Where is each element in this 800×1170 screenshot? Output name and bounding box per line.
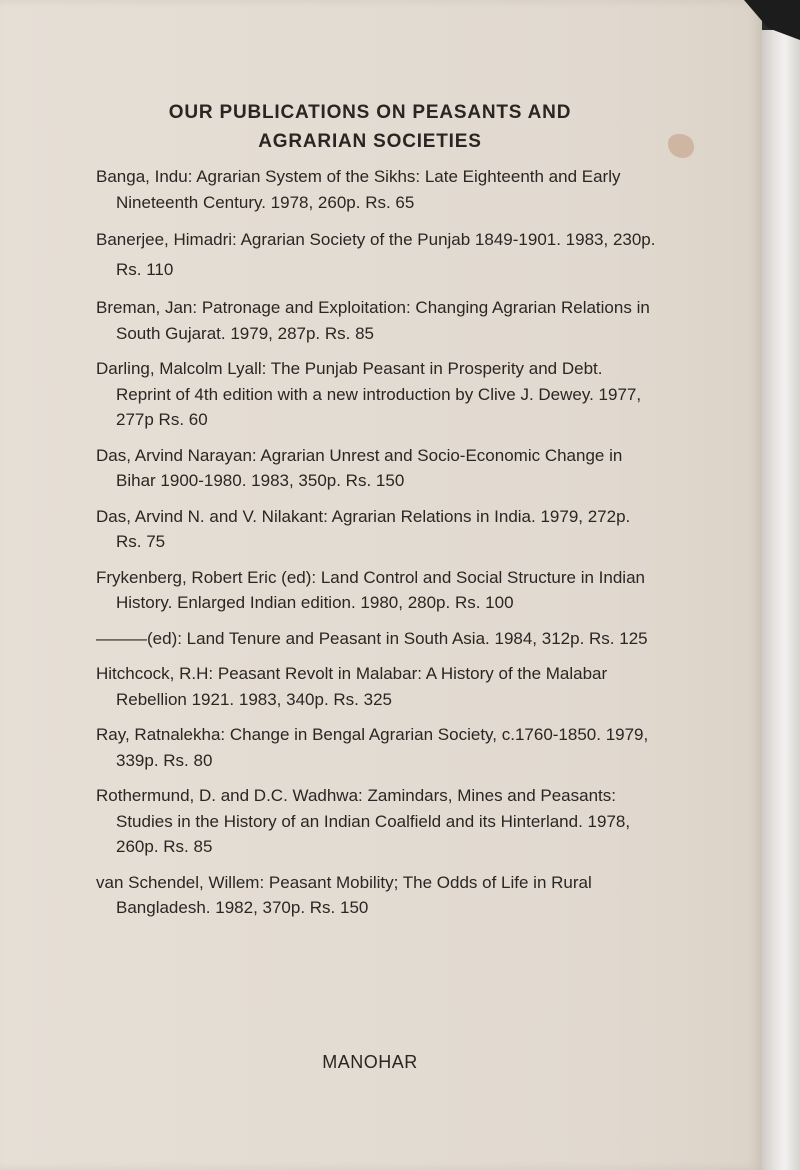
publisher-name: MANOHAR <box>322 1052 418 1072</box>
book-spine <box>762 30 800 1170</box>
publication-entry-banga: Banga, Indu: Agrarian System of the Sikhs: Late Eighteenth and Early Nineteenth Century. 1978, 260p. Rs. 65 <box>96 167 621 212</box>
publication-entry-hitchcock: Hitchcock, R.H: Peasant Revolt in Malabar: A History of the Malabar Rebellion 1921. 1983, 340p. Rs. 325 <box>96 664 608 709</box>
publication-list <box>96 164 656 931</box>
publication-entry-rothermund: Rothermund, D. and D.C. Wadhwa: Zamindars, Mines and Peasants: Studies in the History of an Indian Coalfield and its Hinterland. 1978, 260p. Rs. 85 <box>96 786 631 856</box>
publication-entry-van-schendel: van Schendel, Willem: Peasant Mobility; The Odds of Life in Rural Bangladesh. 1982, 370p. Rs. 150 <box>96 872 592 917</box>
title-line-2: AGRARIAN SOCIETIES <box>258 131 482 152</box>
publication-entry-banerjee: Banerjee, Himadri: Agrarian Society of the Punjab 1849-1901. 1983, 230p. Rs. 110 <box>96 230 656 279</box>
publication-entry-ray: Ray, Ratnalekha: Change in Bengal Agrarian Society, c.1760-1850. 1979, 339p. Rs. 80 <box>96 725 649 770</box>
title-line-1: OUR PUBLICATIONS ON PEASANTS AND <box>168 102 572 123</box>
publication-entry-breman: Breman, Jan: Patronage and Exploitation: Changing Agrarian Relations in South Gujarat. 1979, 287p. Rs. 85 <box>96 298 650 343</box>
publication-entry-darling: Darling, Malcolm Lyall: The Punjab Peasant in Prosperity and Debt. Reprint of 4th edition with a new introduction by Clive J. Dewey. 1977, 277p Rs. 60 <box>96 359 642 429</box>
publication-entry-das-narayan: Das, Arvind Narayan: Agrarian Unrest and Socio-Economic Change in Bihar 1900-1980. 1983, 350p. Rs. 150 <box>96 445 623 490</box>
publication-entry-frykenberg-ed: ———(ed): Land Tenure and Peasant in South Asia. 1984, 312p. Rs. 125 <box>96 628 648 648</box>
publication-entry-das-nilakant: Das, Arvind N. and V. Nilakant: Agrarian Relations in India. 1979, 272p. Rs. 75 <box>96 506 631 551</box>
publication-entry-frykenberg: Frykenberg, Robert Eric (ed): Land Control and Social Structure in Indian History. Enlarged Indian edition. 1980, 280p. Rs. 100 <box>96 567 645 612</box>
page-title <box>100 98 640 156</box>
paper-stain <box>668 134 694 158</box>
